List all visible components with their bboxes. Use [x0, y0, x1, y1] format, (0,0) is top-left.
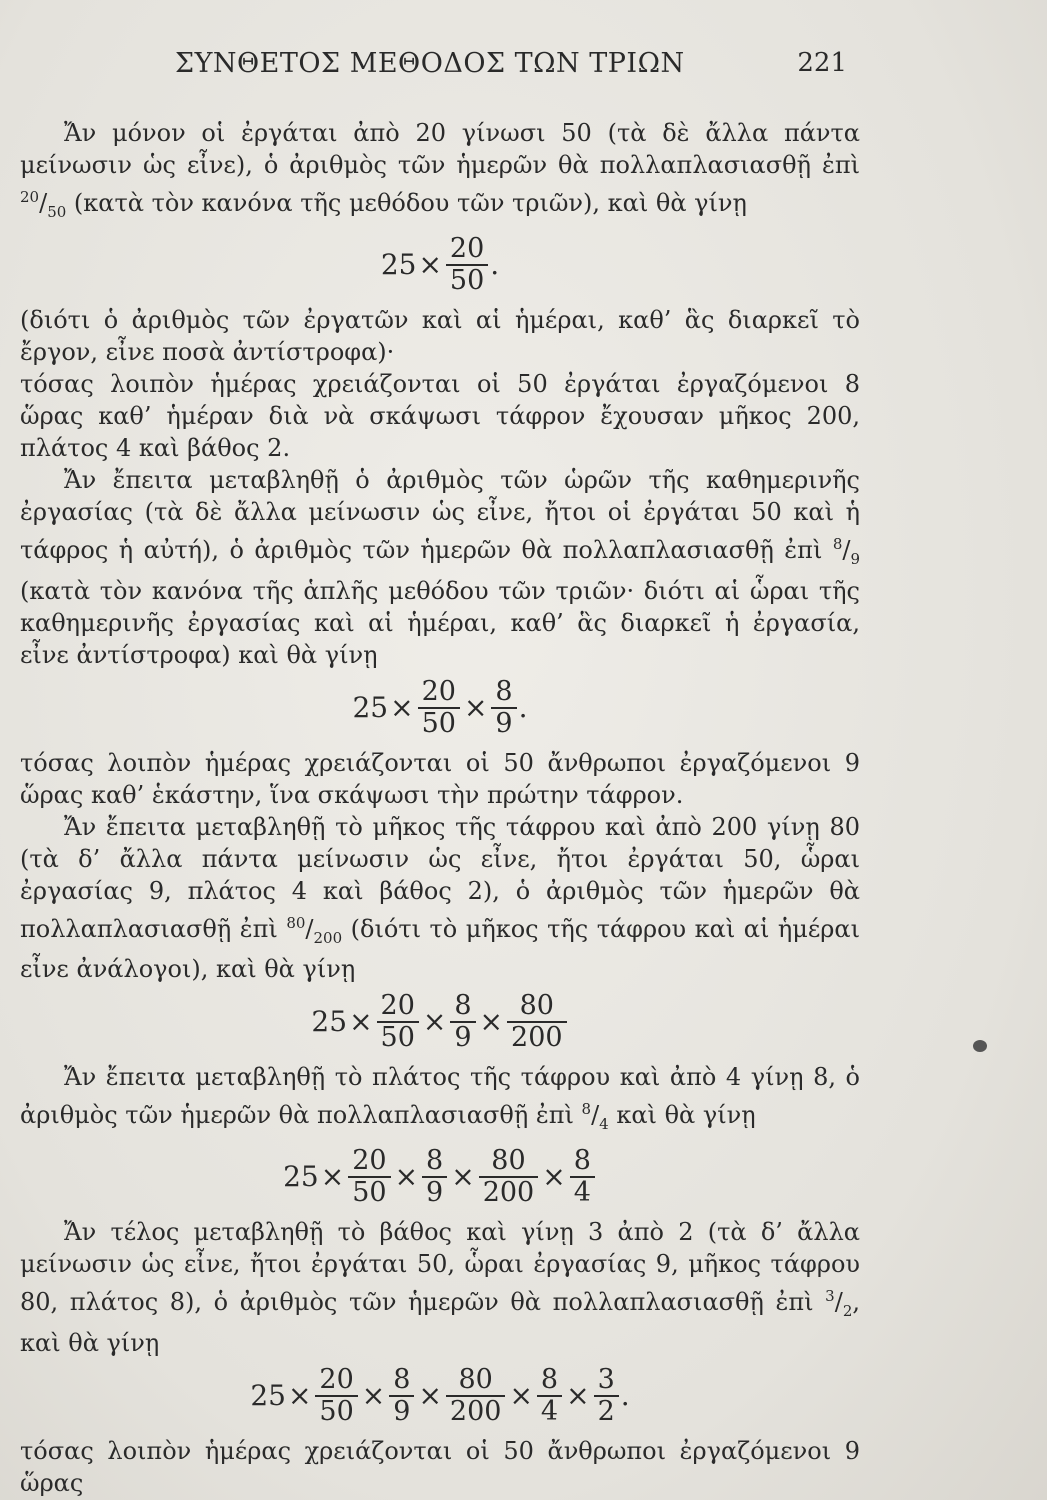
page-header [0, 48, 1047, 88]
paragraph-4: Ἄν ἔπειτα μεταβληθῇ ὁ ἀριθμὸς τῶν ὡρῶν τῆς καθημερινῆς ἐργασίας (τὰ δὲ ἄλλα μείνωσιν ὡς εἶνε, ἤτοι οἱ ἐργάται 50 καὶ ἡ τάφρος ἡ αὐτή), ὁ ἀριθμὸς τῶν ἡμερῶν θὰ πολλαπλασιασθῇ ἐπὶ $^8/_9$ (κατὰ τὸν κανόνα τῆς ἁπλῆς μεθόδου τῶν τριῶν· διότι αἱ ὧραι τῆς καθημερινῆς ἐργασίας καὶ αἱ ἡμέραι, καθ’ ἃς διαρκεῖ ἡ ἐργασία, εἶνε ἀντίστροφα) καὶ θὰ γίνῃ [20, 465, 860, 669]
paragraph-6: Ἄν ἔπειτα μεταβληθῇ τὸ μῆκος τῆς τάφρου καὶ ἀπὸ 200 γίνῃ 80 (τὰ δ’ ἄλλα πάντα μείνωσιν ὡς εἶνε, ἤτοι ἐργάται 50, ὧραι ἐργασίας 9, πλάτος 4 καὶ βάθος 2), ὁ ἀριθμὸς τῶν ἡμερῶν θὰ πολλαπλασιασθῇ ἐπὶ $^{80}/_{200}$ (διότι τὸ μῆκος τῆς τάφρου καὶ αἱ ἡμέραι εἶνε ἀνάλογοι), καὶ θὰ γίνῃ [20, 812, 861, 984]
formula-4: 25 × $\frac{20}{50}$ × $\frac{8}{9}$ × $\frac{80}{200}$ × $\frac{8}{4}$ [20, 1146, 860, 1208]
page-body [20, 117, 860, 1499]
formula-5: 25 × $\frac{20}{50}$ × $\frac{8}{9}$ × $\frac{80}{200}$ × $\frac{8}{4}$ × $\frac{3}{2}$ . [250, 1363, 630, 1427]
formula-3: 25 × $\frac{20}{50}$ × $\frac{8}{9}$ × $\frac{80}{200}$ [20, 991, 860, 1053]
paragraph-2: (διότι ὁ ἀριθμὸς τῶν ἐργατῶν καὶ αἱ ἡμέραι, καθ’ ἃς διαρκεῖ τὸ ἔργον, εἶνε ποσὰ ἀντίστροφα)· [20, 305, 860, 366]
running-head: ΣΥΝΘΕΤΟΣ ΜΕΘΟΔΟΣ ΤΩΝ ΤΡΙΩΝ [175, 48, 685, 79]
paragraph-9: τόσας λοιπὸν ἡμέρας χρειάζονται οἱ 50 ἄνθρωποι ἐργαζόμενοι 9 ὥρας [20, 1436, 860, 1497]
paragraph-7: Ἄν ἔπειτα μεταβληθῇ τὸ πλάτος τῆς τάφρου καὶ ἀπὸ 4 γίνῃ 8, ὁ ἀριθμὸς τῶν ἡμερῶν θὰ πολλαπλασιασθῇ ἐπὶ $^8/_4$ καὶ θὰ γίνῃ [20, 1063, 860, 1134]
formula-2: 25 × $\frac{20}{50}$ × $\frac{8}{9}$ . [352, 675, 528, 739]
inline-fraction: $^{20}/_{50}$ [20, 188, 67, 221]
paragraph-3: τόσας λοιπὸν ἡμέρας χρειάζονται οἱ 50 ἐργάται ἐργαζόμενοι 8 ὥρας καθ’ ἡμέραν διὰ νὰ σκάψωσι τάφρον ἔχουσαν μῆκος 200, πλάτος 4 καὶ βάθος 2. [20, 369, 860, 462]
formula-1: 25 × $\frac{20}{50}$ . [380, 232, 500, 296]
paragraph-1: Ἄν μόνον οἱ ἐργάται ἀπὸ 20 γίνωσι 50 (τὰ δὲ ἄλλα πάντα μείνωσιν ὡς εἶνε), ὁ ἀριθμὸς τῶν ἡμερῶν θὰ πολλαπλασιασθῇ ἐπὶ $^{20}/_{50}$ (κατὰ τὸν κανόνα τῆς μεθόδου τῶν τριῶν), καὶ θὰ γίνῃ [20, 119, 860, 221]
paragraph-8: Ἄν τέλος μεταβληθῇ τὸ βάθος καὶ γίνῃ 3 ἀπὸ 2 (τὰ δ’ ἄλλα μείνωσιν ὡς εἶνε, ἤτοι ἐργάται 50, ὧραι ἐργασίας 9, μῆκος τάφρου 80, πλάτος 8), ὁ ἀριθμὸς τῶν ἡμερῶν θὰ πολλαπλασιασθῇ ἐπὶ $^3/_2$, καὶ θὰ γίνῃ [20, 1218, 860, 1357]
page-number: 221 [797, 48, 847, 78]
ink-spot [973, 1040, 987, 1052]
paragraph-5: τόσας λοιπὸν ἡμέρας χρειάζονται οἱ 50 ἄνθρωποι ἐργαζόμενοι 9 ὥρας καθ’ ἑκάστην, ἵνα σκάψωσι τὴν πρώτην τάφρον. [20, 748, 860, 809]
